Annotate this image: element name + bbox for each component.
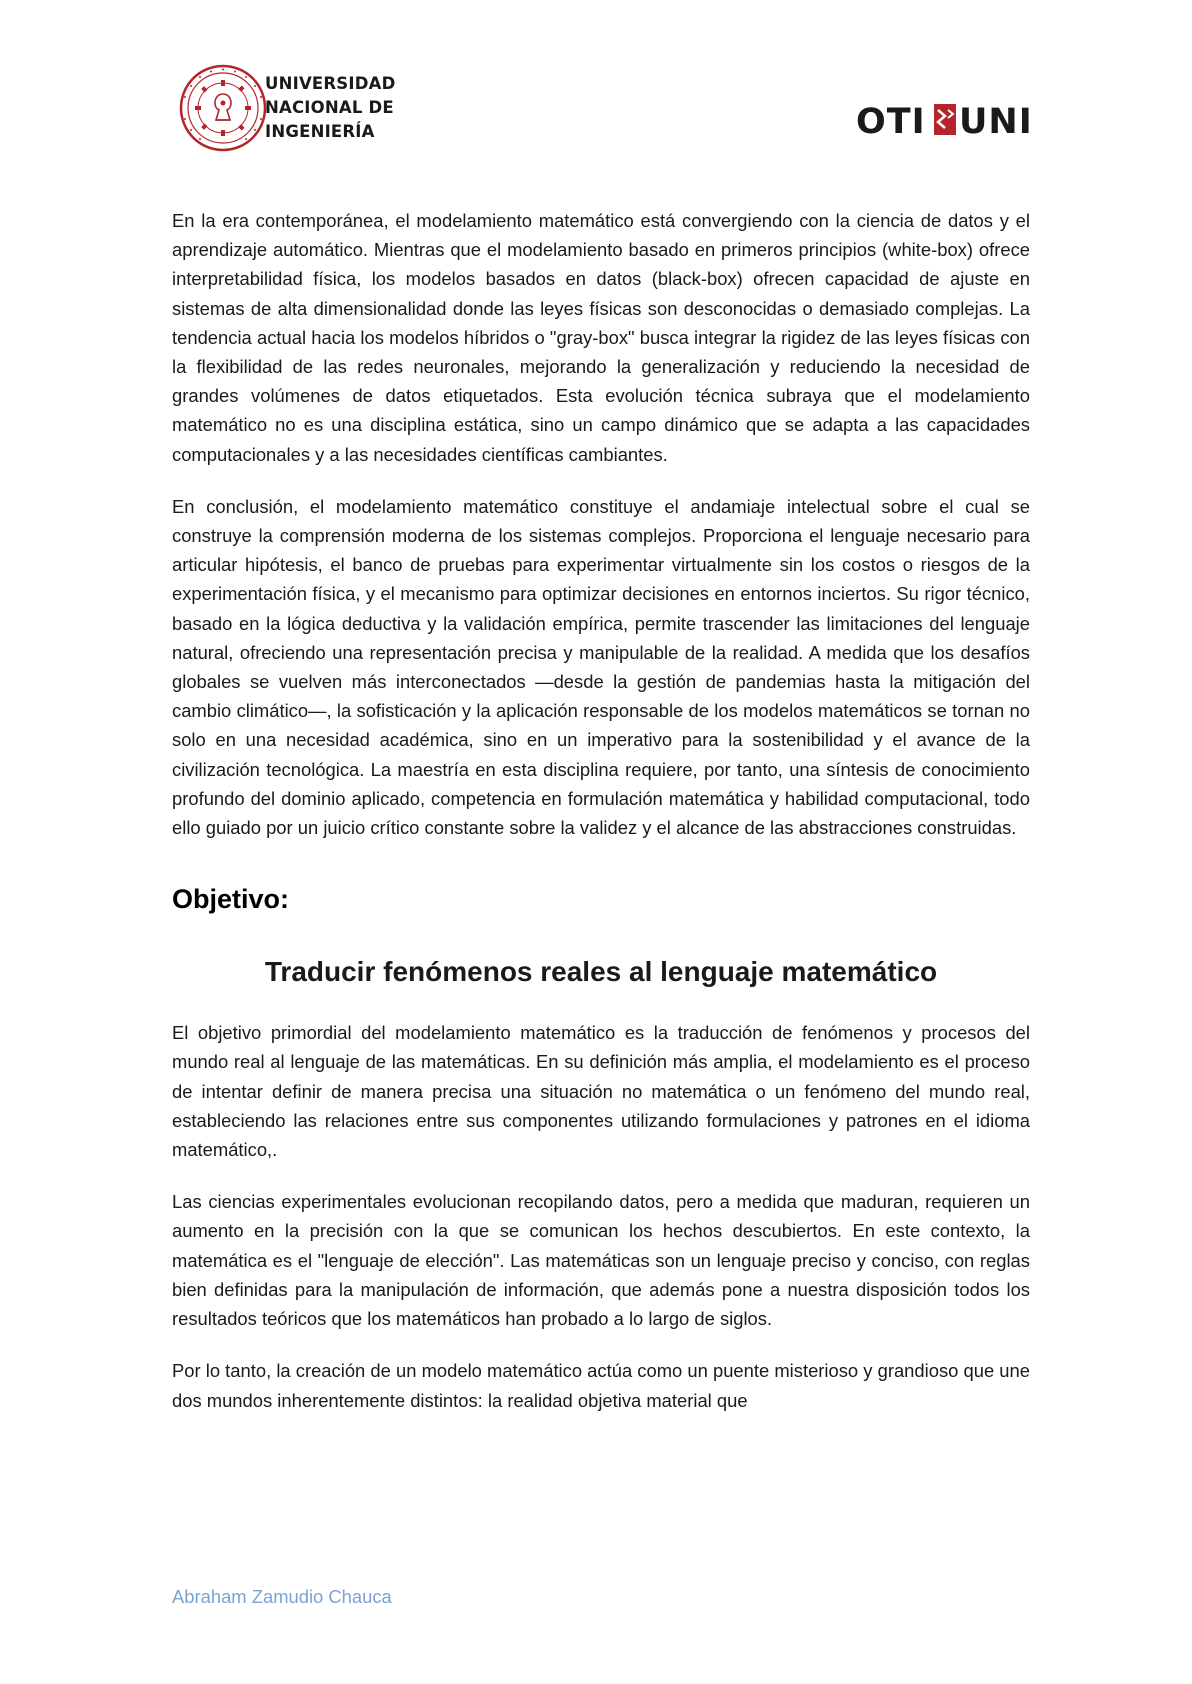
oti-logo-left-text: OTI: [856, 102, 926, 140]
section-heading-objective: Objetivo:: [172, 884, 290, 915]
document-body: [172, 206, 1030, 1415]
paragraph-bridge: Por lo tanto, la creación de un modelo matemático actúa como un puente misterioso y grandioso que une dos mundos inherentemente distintos: la realidad objetiva material que: [172, 1360, 1030, 1411]
university-name-line-2: NACIONAL DE: [265, 98, 394, 117]
university-seal-icon: [178, 62, 268, 154]
university-name-line-1: UNIVERSIDAD: [265, 74, 396, 93]
oti-logo-right-text: UNI: [959, 102, 1033, 140]
university-logo: [178, 62, 396, 162]
paragraph-data-science: En la era contemporánea, el modelamiento matemático está convergiendo con la ciencia de datos y el aprendizaje automático. Mientras que el modelamiento basado en primeros principios (white-box) ofrece interpretabilidad física, los modelos basados en datos (black-box) ofrecen capacidad de ajuste en sistemas de alta dimensionalidad donde las leyes físicas son desconocidas o demasiado complejas. La tendencia actual hacia los modelos híbridos o "gray-box" busca integrar la rigidez de las leyes físicas con la flexibilidad de las redes neuronales, mejorando la generalización y reduciendo la necesidad de grandes volúmenes de datos etiquetados. Esta evolución técnica subraya que el modelamiento matemático no es una disciplina estática, sino un campo dinámico que se adapta a las capacidades computacionales y a las necesidades científicas cambiantes.: [172, 210, 1030, 465]
page-header: [0, 0, 1192, 170]
paragraph-experimental-sciences: Las ciencias experimentales evolucionan recopilando datos, pero a medida que maduran, requieren un aumento en la precisión con la que se comunican los hechos descubiertos. En este contexto, la matemática es el "lenguaje de elección". Las matemáticas son un lenguaje preciso y conciso, con reglas bien definidas para la manipulación de información, que además pone a nuestra disposición todos los resultados teóricos que los matemáticos han probado a lo largo de siglos.: [172, 1191, 1030, 1330]
university-name-line-3: INGENIERÍA: [265, 122, 375, 141]
footer-author: Abraham Zamudio Chauca: [172, 1586, 392, 1607]
university-name: [265, 72, 395, 144]
oti-logo-mark-icon: [934, 104, 956, 135]
oti-uni-logo: [856, 100, 1036, 140]
paragraph-objective-definition: El objetivo primordial del modelamiento matemático es la traducción de fenómenos y procesos del mundo real al lenguaje de las matemáticas. En su definición más amplia, el modelamiento es el proceso de intentar definir de manera precisa una situación no matemática o un fenómeno del mundo real, estableciendo las relaciones entre sus componentes utilizando formulaciones y patrones en el idioma matemático,.: [172, 1022, 1030, 1161]
paragraph-conclusion: En conclusión, el modelamiento matemático constituye el andamiaje intelectual sobre el cual se construye la comprensión moderna de los sistemas complejos. Proporciona el lenguaje necesario para articular hipótesis, el banco de pruebas para experimentar virtualmente sin los costos o riesgos de la experimentación física, y el mecanismo para optimizar decisiones en entornos inciertos. Su rigor técnico, basado en la lógica deductiva y la validación empírica, permite trascender las limitaciones del lenguaje natural, ofreciendo una representación precisa y manipulable de la realidad. A medida que los desafíos globales se vuelven más interconectados —desde la gestión de pandemias hasta la mitigación del cambio climático—, la sofisticación y la aplicación responsable de los modelos matemáticos se tornan no solo en una necesidad académica, sino en un imperativo para la sostenibilidad y el avance de la civilización tecnológica. La maestría en esta disciplina requiere, por tanto, una síntesis de conocimiento profundo del dominio aplicado, competencia en formulación matemática y habilidad computacional, todo ello guiado por un juicio crítico constante sobre la validez y el alcance de las abstracciones construidas.: [172, 495, 1030, 839]
sub-heading-translate-phenomena: Traducir fenómenos reales al lenguaje matemático: [264, 956, 938, 988]
